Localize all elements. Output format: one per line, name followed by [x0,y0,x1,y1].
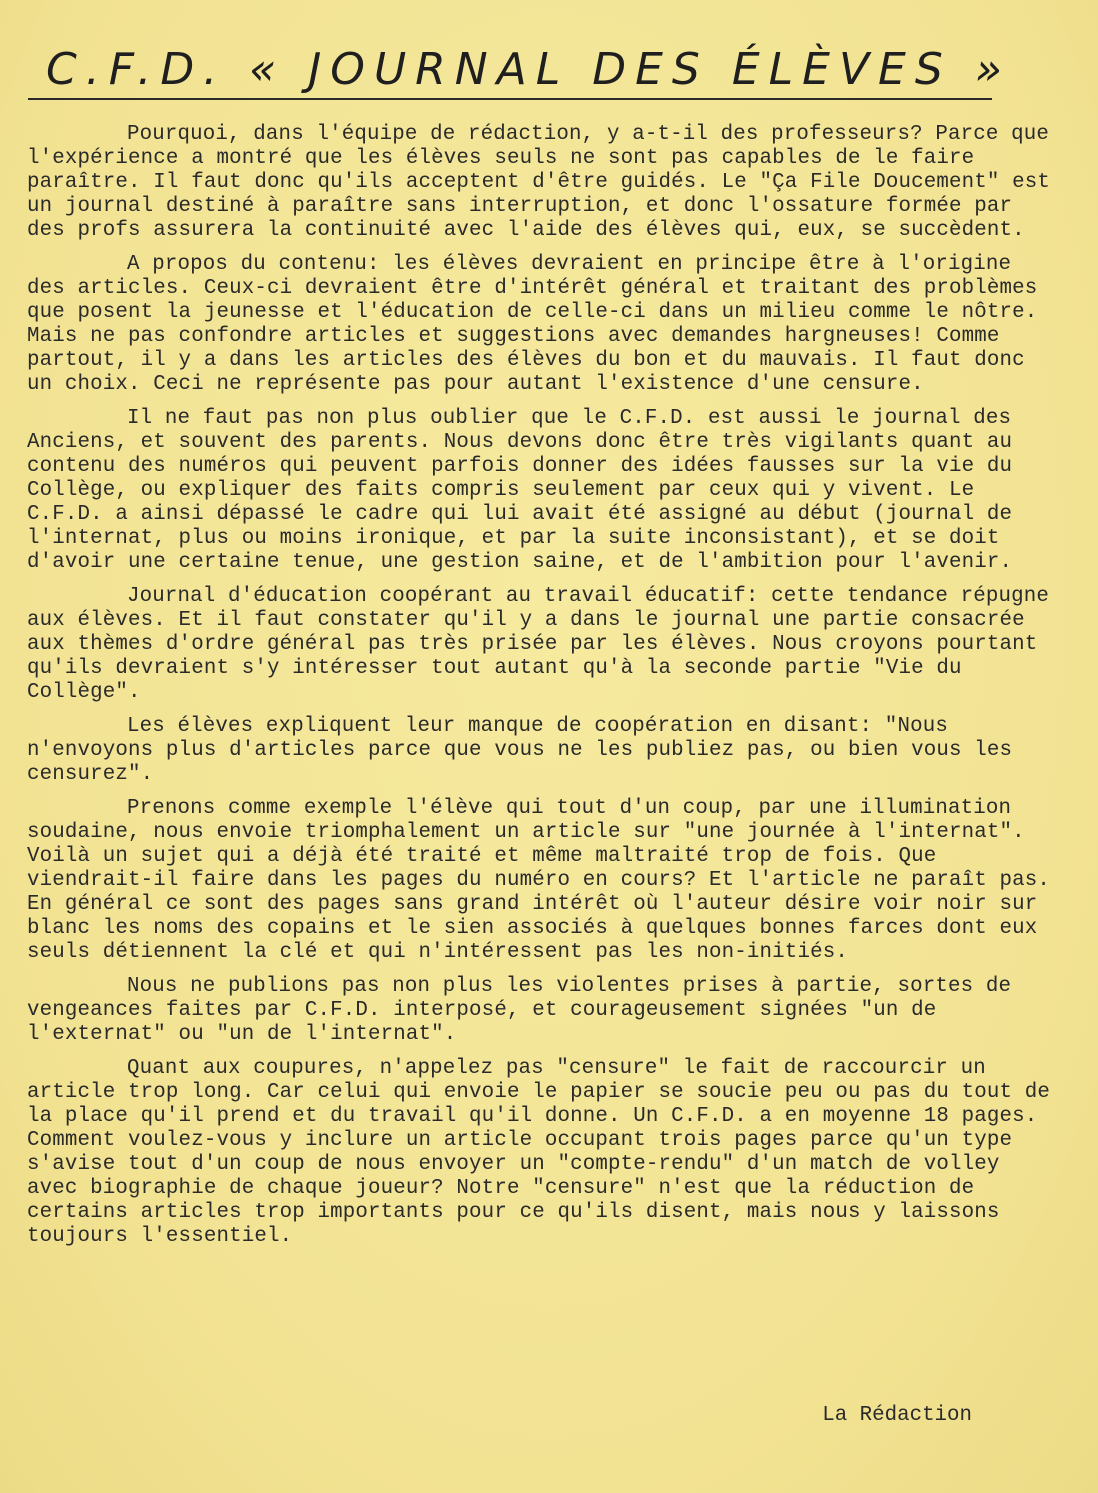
page-title: C.F.D. « JOURNAL DES ÉLÈVES » [46,44,1011,95]
paragraph-content: A propos du contenu: les élèves devraient en principe être à l'origine des articles. Ceux-ci devraient être d'intérêt général et traitant des problèmes que posent la jeunesse et l'éducation de celle-ci dans un milieu comme le nôtre. Mais ne pas confondre articles et suggestions avec demandes hargneuses! Comme partout, il y a dans les articles des élèves du bon et du mauvais. Il faut donc un choix. Ceci ne représente pas pour autant l'existence d'une censure. [27,253,1038,396]
paragraph-cuts: Quant aux coupures, n'appelez pas "censure" le fait de raccourcir un article trop long. Car celui qui envoie le papier se soucie peu ou pas du tout de la place qu'il prend et du travail qu'il donne. Un C.F.D. a en moyenne 18 pages. Comment voulez-vous y inclure un article occupant trois pages parce qu'un type s'avise tout d'un coup de nous envoyer un "compte-rendu" d'un match de volley avec biographie de chaque joueur? Notre "censure" n'est que la réduction de certains articles trop importants pour ce qu'ils disent, mais nous y laissons toujours l'essentiel. [27,1057,1051,1248]
paragraph-cooperation: Les élèves expliquent leur manque de coopération en disant: "Nous n'envoyons plus d'articles parce que vous ne les publiez pas, ou bien vous les censurez". [27,715,1013,786]
paragraph-attacks: Nous ne publions pas non plus les violentes prises à partie, sortes de vengeances faites par C.F.D. interposé, et courageusement signées "un de l'externat" ou "un de l'internat". [27,975,1012,1046]
paragraph-example: Prenons comme exemple l'élève qui tout d'un coup, par une illumination soudaine, nous envoie triomphalement un article sur "une journée à l'internat". Voilà un sujet qui a déjà été traité et même maltraité trop de fois. Que viendrait-il faire dans les pages du numéro en cours? Et l'article ne paraît pas. En général ce sont des pages sans grand intérêt où l'auteur désire voir noir sur blanc les noms des copains et le sien associés à quelques bonnes farces dont eux seuls détiennent la clé et qui n'intéressent pas les non-initiés. [27,797,1051,964]
paragraph-education: Journal d'éducation coopérant au travail éducatif: cette tendance répugne aux élèves. Et il faut constater qu'il y a dans le journal une partie consacrée aux thèmes d'ordre général pas très prisée par les élèves. Nous croyons pourtant qu'ils devraient s'y intéresser tout autant qu'à la seconde partie "Vie du Collège". [27,585,1050,704]
paragraph-why-teachers: Pourquoi, dans l'équipe de rédaction, y a-t-il des professeurs? Parce que l'expérience a montré que les élèves seuls ne sont pas capables de le faire paraître. Il faut donc qu'ils acceptent d'être guidés. Le "Ça File Doucement" est un journal destiné à paraître sans interruption, et donc l'ossature formée par des profs assurera la continuité avec l'aide des élèves qui, eux, se succèdent. [27,123,1051,242]
signature: La Rédaction [822,1404,972,1427]
paragraph-alumni: Il ne faut pas non plus oublier que le C.F.D. est aussi le journal des Anciens, et souvent des parents. Nous devons donc être très vigilants quant au contenu des numéros qui peuvent parfois donner des idées fausses sur la vie du Collège, ou expliquer des faits compris seulement par ceux qui y vivent. Le C.F.D. a ainsi dépassé le cadre qui lui avait été assigné au début (journal de l'internat, plus ou moins ironique, et par la suite inconsistant), et se doit d'avoir une certaine tenue, une gestion saine, et de l'ambition pour l'avenir. [27,407,1013,574]
article-body [27,123,1057,1259]
page-header [28,40,1011,100]
